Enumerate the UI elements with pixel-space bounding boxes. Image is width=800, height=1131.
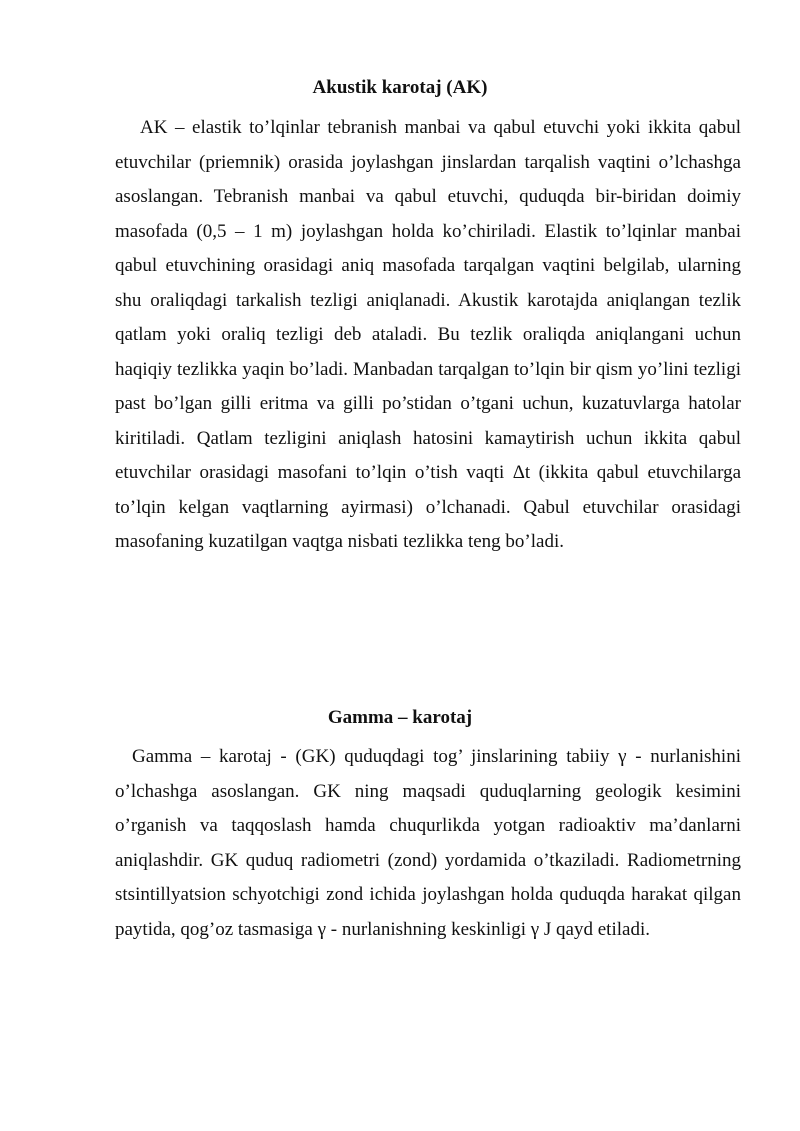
section-heading-gamma-karotaj: Gamma – karotaj bbox=[327, 707, 473, 728]
section-paragraph-akustik-karotaj: AK – elastik to’lqinlar tebranish manbai va qabul etuvchi yoki ikkita qabul etuvchilar (priemnik) orasida joylashgan jinslardan tarqalish vaqtini o’lchashga asoslangan. Tebranish manbai va qabul etuvchi, quduqda bir-biridan doimiy masofada (0,5 – 1 m) joylashgan holda ko’chiriladi. Elastik to’lqinlar manbai qabul etuvchining orasidagi aniq masofada tarqalgan vaqtini belgilab, ularning shu oraliqdagi tarkalish tezligi aniqlanadi. Akustik karotajda aniqlangan tezlik qatlam yoki oraliq tezligi deb ataladi. Bu tezlik oraliqda aniqlangani uchun haqiqiy tezlikka yaqin bo’ladi. Manbadan tarqalgan to’lqin bir qism yo’lini tezligi past bo’lgan gilli eritma va gilli po’stidan o’tgani uchun, kuzatuvlarga hatolar kiritiladi. Qatlam tezligini aniqlash hatosini kamaytirish uchun ikkita qabul etuvchilar orasidagi masofani to’lqin o’tish vaqti Δt (ikkita qabul etuvchilarga to’lqin kelgan vaqtlarning ayirmasi) o’lchanadi. Qabul etuvchilar orasidagi masofaning kuzatilgan vaqtga nisbati tezlikka teng bo’ladi. bbox=[115, 117, 741, 552]
section-paragraph-gamma-karotaj: Gamma – karotaj - (GK) quduqdagi tog’ jinslarining tabiiy γ - nurlanishini o’lchashga asoslangan. GK ning maqsadi quduqlarning geologik kesimini o’rganish va taqqoslash hamda chuqurlikda yotgan radioaktiv ma’danlarni aniqlashdir. GK quduq radiometri (zond) yordamida o’tkaziladi. Radiometrning stsintillyatsion schyotchigi zond ichida joylashgan holda quduqda harakat qilgan paytida, qog’oz tasmasiga γ - nurlanishning keskinligi γ J qayd etiladi. bbox=[115, 746, 741, 940]
section-heading-akustik-karotaj: Akustik karotaj (AK) bbox=[312, 77, 488, 98]
